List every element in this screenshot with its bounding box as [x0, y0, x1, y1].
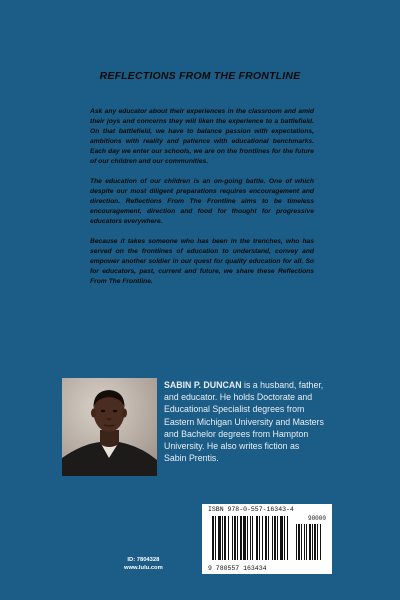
barcode-bar [272, 516, 273, 560]
barcode-bar [224, 516, 226, 560]
blurb [90, 107, 314, 297]
addon-bar [320, 524, 321, 560]
barcode-bar [268, 516, 269, 560]
author-portrait-image [62, 378, 157, 476]
isbn-label: ISBN 978-0-557-16343-4 [208, 506, 294, 513]
addon-bar [296, 524, 297, 560]
addon-bar [298, 524, 300, 560]
isbn-digits: 9 780557 163434 [208, 565, 267, 572]
barcode-bar [252, 516, 253, 560]
barcode-bar [237, 516, 238, 560]
barcode-bar [265, 516, 267, 560]
author-photo [62, 378, 157, 476]
author-name: SABIN P. DUNCAN [164, 380, 242, 390]
barcode-bar [280, 516, 283, 560]
publisher-site: www.lulu.com [124, 564, 163, 571]
barcode-bar [222, 516, 223, 560]
barcode-bars [210, 514, 324, 562]
addon-bar [304, 524, 305, 560]
addon-bar [306, 524, 307, 560]
barcode-bar [243, 516, 246, 560]
barcode-bar [250, 516, 251, 560]
book-title: REFLECTIONS FROM THE FRONTLINE [99, 70, 301, 82]
barcode-bar [262, 516, 263, 560]
addon-bar [314, 524, 316, 560]
addon-bar [312, 524, 313, 560]
addon-bar [301, 524, 302, 560]
blurb-paragraph: The education of our children is an on-going battle. One of which despite our most diligent preparations requires encouragement and direction. Reflections From The Frontline aims to be timeless encouragement, direction and food for thought for progressive educators everywhere. [90, 178, 314, 225]
barcode-bar [218, 516, 221, 560]
barcode-bar [259, 516, 260, 560]
barcode-bar [240, 516, 242, 560]
addon-bar [317, 524, 318, 560]
author-bio-text: is a husband, father, and educator. He holds Doctorate and Educational Specialist degrees from Eastern Michigan University and Masters and Bachelor degrees from Hampton University. He also writes fiction as Sabin Prentis. [164, 380, 324, 464]
barcode-bar [212, 516, 214, 560]
blurb-paragraph: Because it takes someone who has been in the trenches, who has served on the frontlines of education to understand, convey and empower another soldier in our quest for quality education for all. So for educators, past, current and future, we share these Reflections From The Frontline. [90, 238, 314, 285]
barcode-bar [284, 516, 285, 560]
publisher-info [124, 557, 163, 572]
barcode-bar [256, 516, 258, 560]
barcode-bar [228, 516, 229, 560]
barcode-bar [234, 516, 236, 560]
barcode-bar [287, 516, 288, 560]
isbn-barcode [202, 504, 332, 574]
author-bio [164, 379, 324, 464]
barcode-bar [247, 516, 248, 560]
price-code: 90000 [307, 515, 326, 522]
barcode-bar [232, 516, 233, 560]
addon-bar [309, 524, 311, 560]
publisher-id: ID: 7804328 [127, 557, 160, 563]
blurb-paragraph: Ask any educator about their experiences in the classroom and amid their joys and concerns they will liken the experience to a battlefield. On that battlefield, we have to balance passion with expectations, ambitions with reality and patience with educational benchmarks. Each day we enter our schools, we are on the frontlines for the future of our children and our communities. [90, 108, 314, 165]
barcode-bar [274, 516, 276, 560]
barcode-bar [277, 516, 278, 560]
barcode-bar [215, 516, 216, 560]
